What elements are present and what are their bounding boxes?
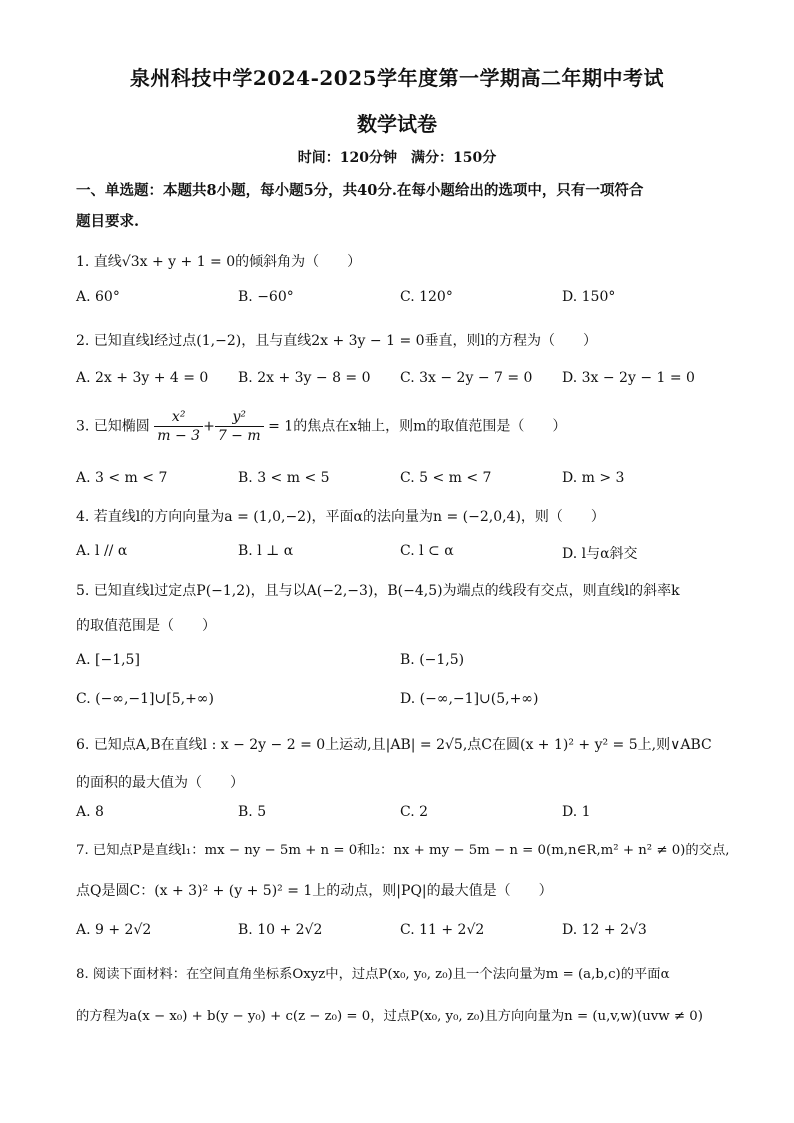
q3-option-b: B. 3 < m < 5: [238, 470, 330, 486]
q3-fraction-1: [154, 408, 203, 445]
q3-option-d: D. m > 3: [562, 470, 625, 486]
question-5: 5. 已知直线l过定点P(−1,2)，且与以A(−2,−3)，B(−4,5)为端点的线段有交点，则直线l的斜率k: [76, 583, 680, 599]
q6-option-a: A. 8: [76, 804, 104, 820]
q6-option-d: D. 1: [562, 804, 591, 820]
section-heading-cont: 题目要求.: [76, 213, 140, 230]
question-7-cont: 点Q是圆C：(x + 3)² + (y + 5)² = 1上的动点，则|PQ|的最大值是（ ）: [76, 883, 553, 899]
q3-fraction-2: [215, 408, 264, 445]
exam-title: 泉州科技中学2024-2025学年度第一学期高二年期中考试: [129, 66, 665, 90]
q3-option-c: C. 5 < m < 7: [400, 470, 492, 486]
question-8: 8. 阅读下面材料：在空间直角坐标系Oxyz中，过点P(x₀, y₀, z₀)且一个法向量为m = (a,b,c)的平面α: [76, 967, 670, 982]
exam-subtitle: 数学试卷: [357, 112, 437, 136]
question-2: 2. 已知直线l经过点(1,−2)，且与直线2x + 3y − 1 = 0垂直，则l的方程为（ ）: [76, 333, 598, 349]
q4-option-b: B. l ⊥ α: [238, 543, 294, 559]
question-6-cont: 的面积的最大值为（ ）: [76, 775, 244, 791]
question-3: [76, 408, 566, 445]
q2-option-a: A. 2x + 3y + 4 = 0: [76, 370, 209, 386]
q7-option-a: A. 9 + 2√2: [76, 922, 152, 938]
q3-text-pre: 3. 已知椭圆: [76, 418, 150, 435]
q3-frac2-num: y²: [215, 408, 264, 427]
q7-option-c: C. 11 + 2√2: [400, 922, 485, 938]
q5-option-c: C. (−∞,−1]∪[5,+∞): [76, 691, 214, 707]
q5-option-d: D. (−∞,−1]∪(5,+∞): [400, 691, 539, 707]
q2-option-d: D. 3x − 2y − 1 = 0: [562, 370, 695, 386]
q6-option-c: C. 2: [400, 804, 429, 820]
q3-option-a: A. 3 < m < 7: [76, 470, 168, 486]
q5-option-a: A. [−1,5]: [76, 652, 140, 668]
question-8-cont: 的方程为a(x − x₀) + b(y − y₀) + c(z − z₀) = 0，过点P(x₀, y₀, z₀)且方向向量为n = (u,v,w)(uvw ≠ 0): [76, 1009, 703, 1024]
q1-option-b: B. −60°: [238, 289, 294, 305]
q7-option-b: B. 10 + 2√2: [238, 922, 323, 938]
q4-option-a: A. l // α: [76, 543, 128, 559]
q6-option-b: B. 5: [238, 804, 267, 820]
q1-option-c: C. 120°: [400, 289, 453, 305]
q2-option-b: B. 2x + 3y − 8 = 0: [238, 370, 371, 386]
q2-option-c: C. 3x − 2y − 7 = 0: [400, 370, 533, 386]
q4-option-c: C. l ⊂ α: [400, 543, 454, 559]
q1-option-d: D. 150°: [562, 289, 616, 305]
q3-frac2-den: 7 − m: [217, 428, 261, 444]
q3-text-post: = 1的焦点在x轴上，则m的取值范围是（ ）: [268, 418, 567, 435]
question-1: 1. 直线√3x + y + 1 = 0的倾斜角为（ ）: [76, 254, 362, 270]
section-heading: 一、单选题：本题共8小题，每小题5分，共40分.在每小题给出的选项中，只有一项符合: [76, 182, 644, 199]
exam-meta: 时间：120分钟 满分：150分: [297, 150, 497, 166]
question-5-cont: 的取值范围是（ ）: [76, 618, 216, 634]
question-4: 4. 若直线l的方向向量为a = (1,0,−2)，平面α的法向量为n = (−2,0,4)，则（ ）: [76, 509, 605, 525]
q3-frac1-den: m − 3: [157, 428, 201, 444]
q1-option-a: A. 60°: [76, 289, 120, 305]
q7-option-d: D. 12 + 2√3: [562, 922, 647, 938]
q5-option-b: B. (−1,5): [400, 652, 465, 668]
q4-option-d: D. l与α斜交: [562, 546, 638, 562]
question-7: 7. 已知点P是直线l₁：mx − ny − 5m + n = 0和l₂：nx + my − 5m − n = 0(m,n∈R,m² + n² ≠ 0)的交点,: [76, 843, 730, 858]
q3-frac1-num: x²: [154, 408, 203, 427]
question-6: 6. 已知点A,B在直线l : x − 2y − 2 = 0上运动,且|AB| = 2√5,点C在圆(x + 1)² + y² = 5上,则∨ABC: [76, 737, 712, 753]
q3-plus: +: [203, 418, 215, 435]
